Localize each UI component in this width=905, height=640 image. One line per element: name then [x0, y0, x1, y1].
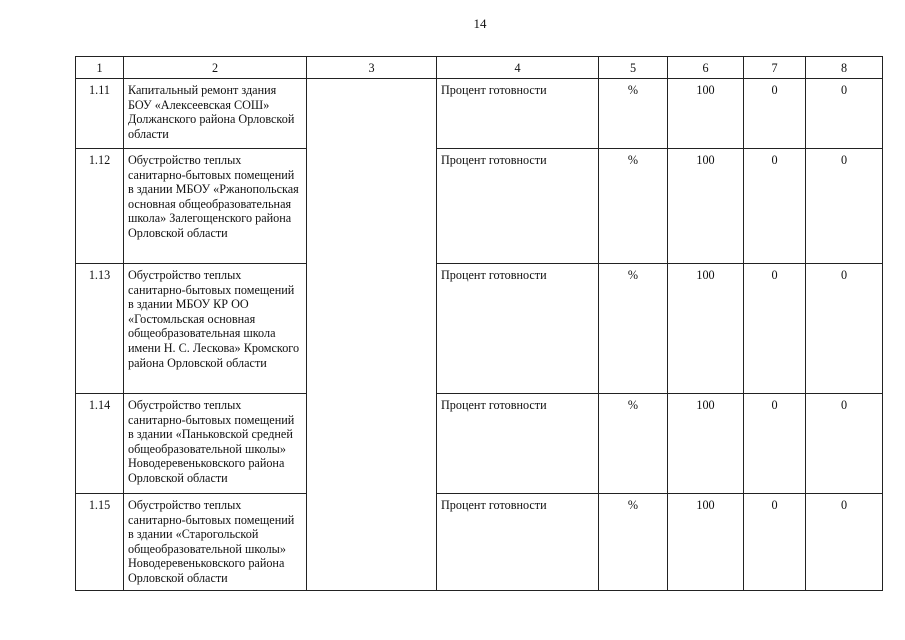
indicator-name: Процент готовности [437, 264, 599, 394]
header-col-7: 7 [744, 57, 806, 79]
row-number: 1.12 [76, 149, 124, 264]
table-row [76, 494, 883, 591]
table-row [76, 264, 883, 394]
value-col8: 0 [806, 394, 883, 494]
row-number: 1.14 [76, 394, 124, 494]
value-col7: 0 [744, 264, 806, 394]
value-col7: 0 [744, 394, 806, 494]
event-name: Обустройство теплых санитарно-бытовых помещений в здании МБОУ КР ОО «Гостомльская основная общеобразовательная школа имени Н. С. Лескова» Кромского района Орловской области [124, 264, 307, 394]
header-col-6: 6 [668, 57, 744, 79]
value-col8: 0 [806, 264, 883, 394]
value-col6: 100 [668, 394, 744, 494]
header-col-2: 2 [124, 57, 307, 79]
indicator-name: Процент готовности [437, 79, 599, 149]
header-col-3: 3 [307, 57, 437, 79]
event-name: Обустройство теплых санитарно-бытовых помещений в здании МБОУ «Ржанопольская основная общеобразовательная школа» Залегощенского района Орловской области [124, 149, 307, 264]
page-number: 14 [473, 16, 487, 31]
unit-cell: % [599, 79, 668, 149]
header-col-8: 8 [806, 57, 883, 79]
program-table [75, 56, 883, 591]
row-number: 1.11 [76, 79, 124, 149]
header-col-5: 5 [599, 57, 668, 79]
value-col6: 100 [668, 494, 744, 591]
value-col6: 100 [668, 79, 744, 149]
unit-cell: % [599, 394, 668, 494]
value-col6: 100 [668, 149, 744, 264]
value-col7: 0 [744, 149, 806, 264]
row-number: 1.15 [76, 494, 124, 591]
value-col7: 0 [744, 494, 806, 591]
unit-cell: % [599, 149, 668, 264]
indicator-name: Процент готовности [437, 394, 599, 494]
indicator-name: Процент готовности [437, 494, 599, 591]
value-col8: 0 [806, 149, 883, 264]
value-col8: 0 [806, 494, 883, 591]
table-row [76, 149, 883, 264]
unit-cell: % [599, 264, 668, 394]
col3-merged-cell [307, 79, 437, 591]
event-name: Обустройство теплых санитарно-бытовых помещений в здании «Паньковской средней общеобразовательной школы» Новодеревеньковского района Орловской области [124, 394, 307, 494]
table-row [76, 79, 883, 149]
row-number: 1.13 [76, 264, 124, 394]
event-name: Обустройство теплых санитарно-бытовых помещений в здании «Старогольской общеобразовательной школы» Новодеревеньковского района Орловской области [124, 494, 307, 591]
event-name: Капитальный ремонт здания БОУ «Алексеевская СОШ» Должанского района Орловской области [124, 79, 307, 149]
table-header-row [76, 57, 883, 79]
indicator-name: Процент готовности [437, 149, 599, 264]
value-col7: 0 [744, 79, 806, 149]
header-col-4: 4 [437, 57, 599, 79]
unit-cell: % [599, 494, 668, 591]
table-row [76, 394, 883, 494]
header-col-1: 1 [76, 57, 124, 79]
value-col6: 100 [668, 264, 744, 394]
value-col8: 0 [806, 79, 883, 149]
